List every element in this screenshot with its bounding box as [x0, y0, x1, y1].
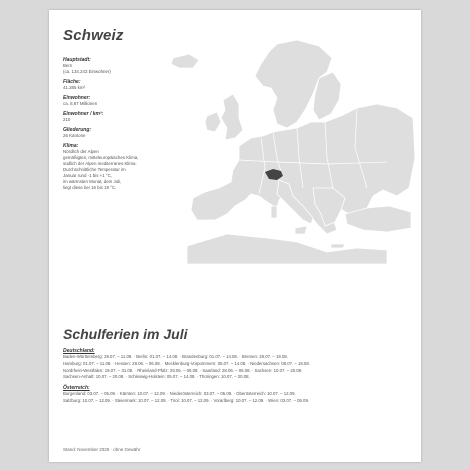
great-britain-landmass	[221, 94, 243, 140]
iceland-landmass	[171, 54, 199, 68]
fact-label: Fläche:	[63, 79, 81, 85]
fact-label: Einwohner / km²:	[63, 111, 104, 117]
holiday-line: Hamburg: 01.07. – 11.08. · Hessen: 28.06. – 06.08. · Mecklenburg-Vorpommern: 05.07. – 14.08. · Niedersachsen: 08.07. – 18.08.	[63, 360, 310, 366]
fact-value: Januar rund -1 bis +1 °C,	[63, 173, 112, 178]
holidays-section-germany	[63, 348, 413, 381]
crete-landmass	[331, 244, 345, 248]
europe-map	[127, 38, 417, 264]
holiday-line: Baden-Württemberg: 29.07. – 11.09. · Berlin: 01.07. – 14.08. · Brandenburg: 01.07. – 14.08. · Bremen: 28.07. – 19.08.	[63, 354, 288, 359]
section-label: Deutschland:	[63, 348, 95, 354]
fact-value: liegt diese bei 16 bis 19 °C.	[63, 185, 117, 190]
fact-value: im wärmsten Monat, dem Juli,	[63, 179, 122, 184]
calendar-page	[49, 10, 421, 462]
footer-note: Stand: November 2025 · ohne Gewähr	[63, 447, 141, 452]
sicily-landmass	[295, 226, 307, 234]
holiday-line: Burgenland: 03.07. – 05.09. · Kärnten: 10.07. – 12.09. · Niederösterreich: 03.07. – 05.09. · Oberösterreich: 10.07. – 12.09.	[63, 391, 296, 396]
fact-value: Nördlich der Alpen	[63, 149, 99, 154]
fact-value: Durchschnittliche Temperatur im	[63, 167, 126, 172]
fact-label: Gliederung:	[63, 127, 92, 133]
holidays-section-austria	[63, 385, 413, 405]
ireland-landmass	[205, 112, 221, 132]
section-label: Österreich:	[63, 385, 90, 391]
north-africa-landmass	[187, 234, 387, 264]
fact-value: Bern	[63, 63, 73, 68]
sardinia-landmass	[271, 206, 277, 218]
fact-value: 210	[63, 117, 71, 122]
fact-value: südlich der Alpen mediterranes Klima.	[63, 161, 137, 166]
fact-value: ca. 8,67 Millionen	[63, 101, 98, 106]
fact-label: Hauptstadt:	[63, 57, 91, 63]
fact-value: gemäßigtes, mitteleuropäisches Klima,	[63, 155, 139, 160]
fact-label: Klima:	[63, 143, 79, 149]
holiday-line: Sachsen-Anhalt: 10.07. – 20.08. · Schleswig-Holstein: 05.07. – 14.08. · Thüringen: 10.07. – 20.08.	[63, 374, 250, 380]
holidays-title: Schulferien im Juli	[63, 326, 188, 342]
fact-value: 41.285 km²	[63, 85, 85, 90]
country-title: Schweiz	[63, 27, 124, 44]
fact-value: (ca. 134.243 Einwohner)	[63, 69, 111, 74]
holiday-line: Salzburg: 10.07. – 12.09. · Steiermark: 10.07. – 12.09. · Tirol: 10.07. – 12.09. · Vorarlberg: 10.07. – 12.09. · Wien: 03.07. – 05.09.	[63, 397, 310, 403]
holiday-line: Nordrhein-Westfalen: 19.07. – 31.08. · Rheinland-Pfalz: 28.06. – 06.08. · Saarland: 28.06. – 06.08. · Sachsen: 10.07. – 20.08.	[63, 367, 303, 373]
fact-value: 26 Kantone	[63, 133, 86, 138]
fact-label: Einwohner:	[63, 95, 91, 101]
